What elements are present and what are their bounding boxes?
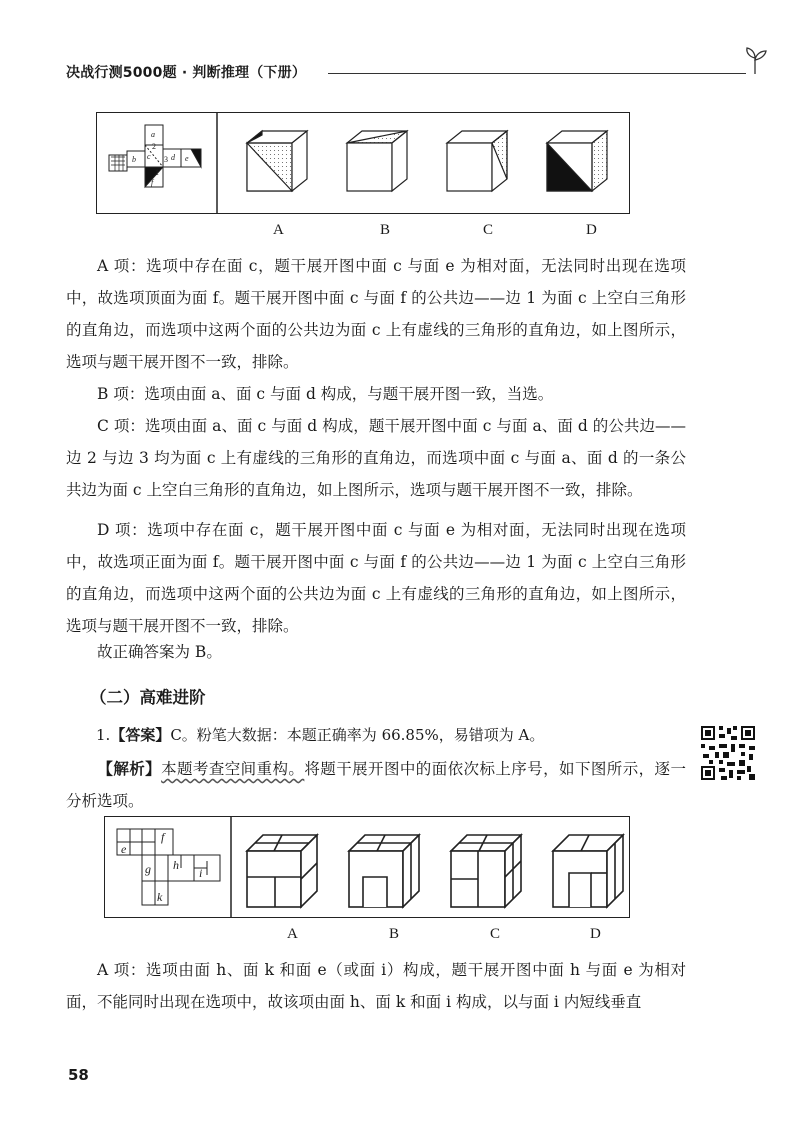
option-label-c: C xyxy=(483,222,494,238)
question-number: 1. xyxy=(96,726,111,744)
figure-2-drawing xyxy=(105,817,629,917)
net-2 xyxy=(117,829,220,905)
net-label: k xyxy=(157,890,163,904)
figure-1 xyxy=(96,112,630,214)
cube-option-b xyxy=(349,835,419,907)
cube-option-d xyxy=(553,835,623,907)
book-title: 决战行测5000题 · 判断推理（下册） xyxy=(66,65,307,81)
paragraph-conclusion: 故正确答案为 B。 xyxy=(97,643,222,661)
answer-text: C。粉笔大数据：本题正确率为 66.85%，易错项为 A。 xyxy=(170,726,545,744)
net-label: e xyxy=(121,842,127,856)
cube-option-a xyxy=(247,131,307,191)
net-label: 1 xyxy=(155,168,159,177)
analysis-tag: 【解析】 xyxy=(97,760,162,778)
option-label-c: C xyxy=(490,926,501,942)
paragraph-option-b: B 项：选项由面 a、面 c 与面 d 构成，与题干展开图一致，当选。 xyxy=(97,385,554,403)
net-label: d xyxy=(171,153,175,162)
option-label-b: B xyxy=(380,222,391,238)
cube-option-c xyxy=(451,835,521,907)
figure-2 xyxy=(104,816,630,918)
page-header xyxy=(66,62,756,84)
option-label-b: B xyxy=(389,926,400,942)
net-label: f xyxy=(161,830,165,844)
leaf-icon xyxy=(738,44,772,78)
net-label: e xyxy=(185,154,189,163)
cube-option-c xyxy=(447,131,507,191)
option-label-a: A xyxy=(287,926,298,942)
net-label: 3 xyxy=(164,155,168,164)
answer-line xyxy=(96,724,544,745)
net-label: i xyxy=(199,866,203,880)
paragraph-option-a-2: A 项：选项由面 h、面 k 和面 e（或面 i）构成，题干展开图中面 h 与面 e 为相对面，不能同时出现在选项中，故该项由面 h、面 k 和面 i 构成，以与面 i 内短线垂直 xyxy=(66,961,686,1011)
option-label-a: A xyxy=(273,222,284,238)
paragraph-option-d: D 项：选项中存在面 c，题干展开图中面 c 与面 e 为相对面，无法同时出现在选项中，故选项正面为面 f。题干展开图中面 c 与面 f 的公共边——边 1 为面 c 上空白三角形的直角边，而选项中这两个面的公共边为面 c 上有虚线的三角形的直角边，如上图所示，选项与题干展开图不一致，排除。 xyxy=(66,521,686,635)
paragraph-option-a: A 项：选项中存在面 c，题干展开图中面 c 与面 e 为相对面，无法同时出现在选项中，故选项顶面为面 f。题干展开图中面 c 与面 f 的公共边——边 1 为面 c 上空白三角形的直角边，而选项中这两个面的公共边为面 c 上有虚线的三角形的直角边，如上图所示，选项与题干展开图不一致，排除。 xyxy=(66,257,686,371)
cube-option-b xyxy=(347,131,407,191)
paragraph-option-c: C 项：选项由面 a、面 c 与面 d 构成，题干展开图中面 c 与面 a、面 d 的公共边——边 2 与边 3 均为面 c 上有虚线的三角形的直角边，而选项中面 c 与面 a、面 d 的一条公共边为面 c 上空白三角形的直角边，如上图所示，选项与题干展开图不一致，排除。 xyxy=(66,417,686,499)
answer-tag: 【答案】 xyxy=(110,726,171,744)
qr-code-icon[interactable] xyxy=(699,724,757,782)
section-title: （二）高难进阶 xyxy=(90,688,206,707)
page-number: 58 xyxy=(68,1066,89,1084)
analysis-paragraph xyxy=(66,753,686,817)
net-label: b xyxy=(132,155,136,164)
analysis-underlined: 本题考查空间重构。 xyxy=(161,760,305,778)
option-label-d: D xyxy=(586,222,597,238)
net-label: c xyxy=(147,152,151,161)
net-label: g xyxy=(145,862,151,876)
cube-option-d xyxy=(547,131,607,191)
net-label: f xyxy=(151,178,154,187)
header-rule xyxy=(328,73,746,74)
net-label: h xyxy=(173,858,179,872)
net-label: 2 xyxy=(152,142,156,151)
net-label: a xyxy=(151,130,155,139)
analysis-text: 将题干展开图中的面依次标上序号，如下图所示，逐一分析选项。 xyxy=(66,760,686,810)
option-label-d: D xyxy=(590,926,601,942)
cube-option-a xyxy=(247,835,317,907)
figure-1-drawing xyxy=(97,113,629,213)
